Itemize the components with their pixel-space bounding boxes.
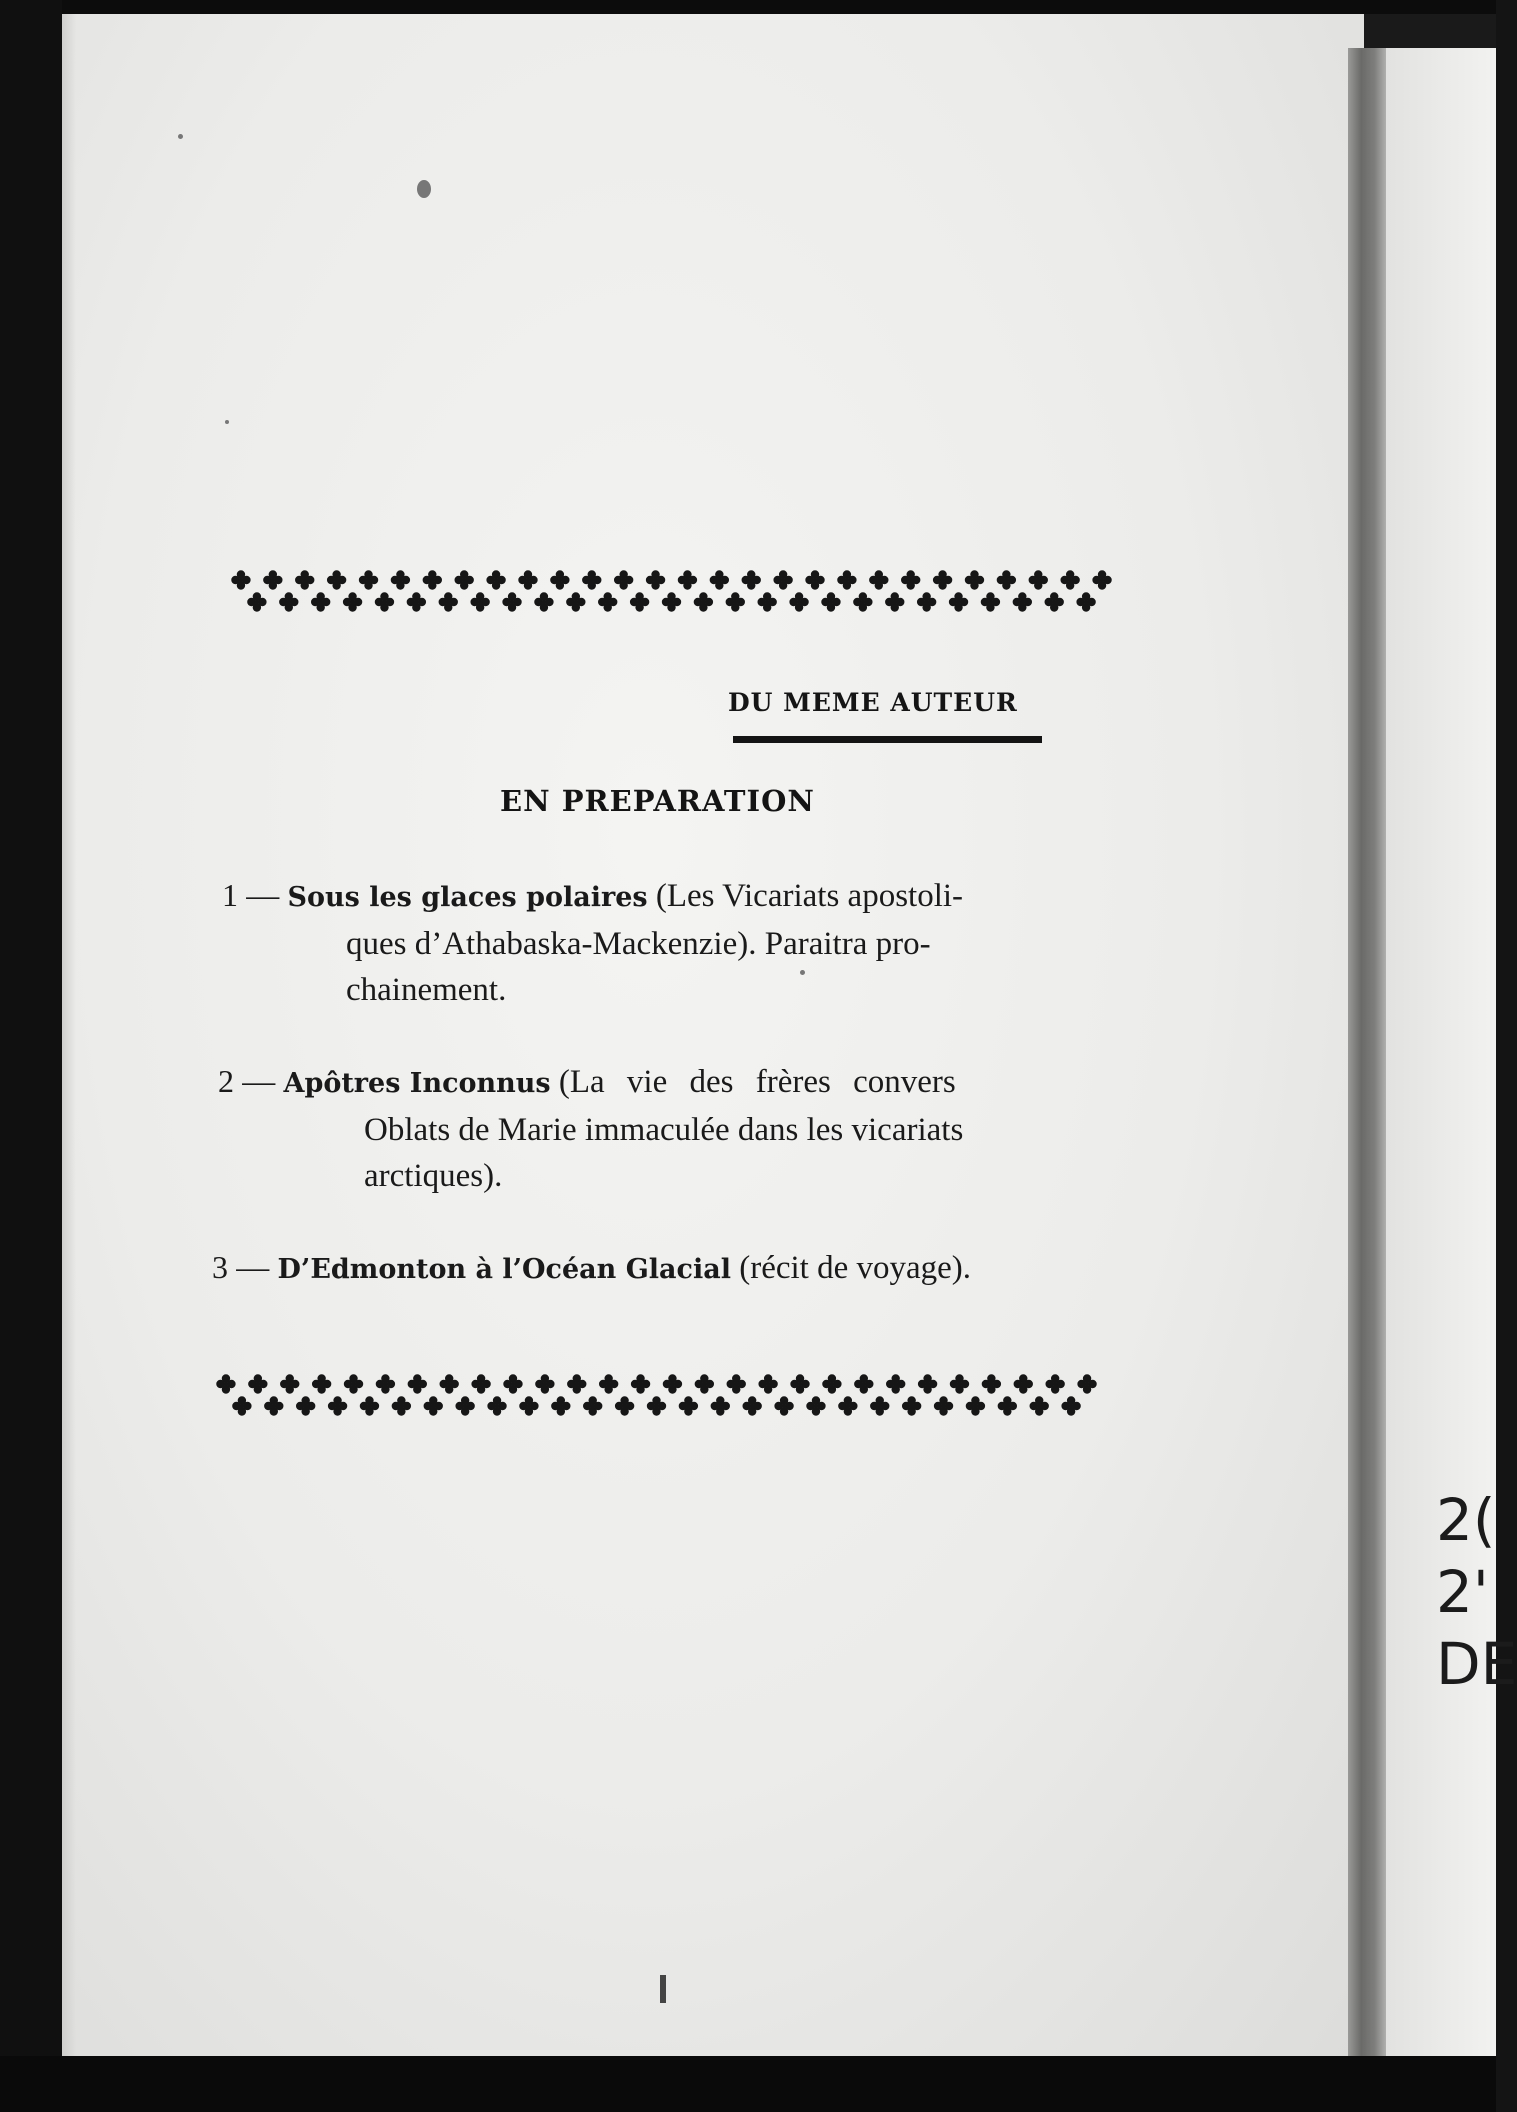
bottom-ornamental-border: [210, 1366, 1103, 1426]
ornament-glyph: [694, 592, 713, 611]
ornament-glyph: [376, 1374, 395, 1393]
ornament-glyph: [758, 1374, 777, 1393]
ornament-glyph: [534, 592, 553, 611]
ornament-glyph: [615, 1396, 634, 1415]
ornament-glyph: [981, 592, 1000, 611]
paper-speck: [225, 420, 229, 424]
entry-continuation: chainement.: [346, 972, 507, 1008]
ornament-glyph: [535, 1374, 554, 1393]
ornament-glyph: [566, 592, 585, 611]
bibliography-entry-1: [222, 872, 963, 1013]
ornament-glyph: [486, 570, 505, 589]
entry-continuation: Oblats de Marie immaculée dans les vicariats: [364, 1112, 964, 1148]
entry-number: 2: [218, 1063, 234, 1099]
ornament-glyph: [455, 1396, 474, 1415]
ornament-glyph: [519, 1396, 538, 1415]
ornament-glyph: [822, 1374, 841, 1393]
ornament-glyph: [806, 1396, 825, 1415]
ornament-glyph: [439, 1374, 458, 1393]
heading-underline: [733, 736, 1042, 743]
ornament-glyph: [550, 570, 569, 589]
ornament-glyph: [838, 1396, 857, 1415]
entry-continuation: ques d’Athabaska-Mackenzie). Paraitra pro-: [346, 926, 931, 962]
ornament-glyph: [1045, 1374, 1064, 1393]
ornament-glyph: [599, 1374, 618, 1393]
ornament-glyph: [502, 592, 521, 611]
ornament-glyph: [901, 570, 920, 589]
entry-title: D’Edmonton à l’Océan Glacial: [277, 1254, 731, 1285]
ornament-glyph: [934, 1396, 953, 1415]
ornament-glyph: [821, 592, 840, 611]
ornament-glyph: [1030, 1396, 1049, 1415]
ornament-glyph: [312, 1374, 331, 1393]
ornament-glyph: [663, 1374, 682, 1393]
scan-left-edge: [0, 0, 62, 2112]
facing-page: [1386, 48, 1496, 2056]
ornament-glyph: [902, 1396, 921, 1415]
ornament-glyph: [1045, 592, 1064, 611]
ornament-glyph: [997, 570, 1016, 589]
ornament-glyph: [408, 1374, 427, 1393]
ornament-glyph: [982, 1374, 1001, 1393]
entry-first-line: [222, 872, 963, 921]
ornament-glyph: [885, 592, 904, 611]
ornament-glyph: [551, 1396, 570, 1415]
ornament-glyph: [886, 1374, 905, 1393]
ornament-glyph: [327, 570, 346, 589]
ornament-glyph: [598, 592, 617, 611]
ornament-glyph: [966, 1396, 985, 1415]
ornament-glyph: [870, 1396, 889, 1415]
ornament-glyph: [1061, 1396, 1080, 1415]
ornament-glyph: [407, 592, 426, 611]
ornament-glyph: [375, 592, 394, 611]
ornament-glyph: [646, 570, 665, 589]
entry-first-line: [218, 1058, 963, 1107]
ornament-glyph: [311, 592, 330, 611]
ornament-glyph: [1092, 570, 1111, 589]
entry-dash: —: [242, 1064, 276, 1100]
ornament-glyph: [630, 592, 649, 611]
ornament-glyph: [965, 570, 984, 589]
ornament-glyph: [789, 592, 808, 611]
bibliography-entry-3: [212, 1244, 971, 1293]
ornament-glyph: [711, 1396, 730, 1415]
ornament-glyph: [1014, 1374, 1033, 1393]
scan-bottom-edge: [0, 2056, 1496, 2112]
entry-title: Sous les glaces polaires: [287, 882, 648, 913]
ornament-glyph: [280, 1374, 299, 1393]
paper-speck: [178, 134, 183, 139]
ornament-glyph: [296, 1396, 315, 1415]
ornament-glyph: [726, 592, 745, 611]
ornament-glyph: [567, 1374, 586, 1393]
entry-dash: —: [236, 1250, 270, 1286]
ornament-glyph: [295, 570, 314, 589]
ornament-glyph: [773, 570, 792, 589]
ornament-glyph: [757, 592, 776, 611]
ornament-glyph: [264, 1396, 283, 1415]
top-ornamental-border: [225, 562, 1118, 622]
ornament-glyph: [614, 570, 633, 589]
ornament-glyph: [454, 570, 473, 589]
ornament-glyph: [216, 1374, 235, 1393]
ornament-glyph: [518, 570, 537, 589]
ornament-glyph: [837, 570, 856, 589]
book-gutter: [1348, 48, 1386, 2056]
ornament-glyph: [1077, 1374, 1096, 1393]
entry-continuation: arctiques).: [364, 1158, 503, 1194]
ornament-glyph: [742, 1396, 761, 1415]
ornament-glyph: [1076, 592, 1095, 611]
entry-first-line: [212, 1244, 971, 1293]
ornament-glyph: [631, 1374, 650, 1393]
ornament-glyph: [679, 1396, 698, 1415]
ornament-glyph: [471, 1374, 490, 1393]
entry-text: (La vie des frères convers: [558, 1064, 956, 1100]
ornament-glyph: [279, 592, 298, 611]
ornament-glyph: [727, 1374, 746, 1393]
ornament-glyph: [424, 1396, 443, 1415]
entry-text: (Les Vicariats apostoli-: [655, 878, 964, 914]
du-meme-auteur-heading: DU MEME AUTEUR: [728, 688, 1018, 717]
ornament-glyph: [918, 1374, 937, 1393]
handwritten-margin-note: 2( 2' DE: [1436, 1486, 1517, 1698]
ornament-glyph: [232, 1396, 251, 1415]
ornament-glyph: [790, 1374, 809, 1393]
ornament-glyph: [662, 592, 681, 611]
bibliography-entry-2: [218, 1058, 963, 1199]
ornament-glyph: [359, 570, 378, 589]
ornament-glyph: [247, 592, 266, 611]
ornament-glyph: [710, 570, 729, 589]
ornament-glyph: [917, 592, 936, 611]
ornament-glyph: [647, 1396, 666, 1415]
ornament-glyph: [423, 570, 442, 589]
ornament-glyph: [487, 1396, 506, 1415]
ornament-glyph: [231, 570, 250, 589]
ornament-glyph: [392, 1396, 411, 1415]
ornament-glyph: [328, 1396, 347, 1415]
entry-dash: —: [246, 878, 280, 914]
ornament-glyph: [869, 570, 888, 589]
entry-title: Apôtres Inconnus: [283, 1068, 551, 1099]
scan-top-edge: [0, 0, 1496, 14]
ornament-glyph: [774, 1396, 793, 1415]
ornament-glyph: [854, 1374, 873, 1393]
ornament-glyph: [344, 1374, 363, 1393]
ornament-glyph: [1013, 592, 1032, 611]
ornament-glyph: [853, 592, 872, 611]
folio-mark: [660, 1975, 666, 2003]
ornament-glyph: [949, 592, 968, 611]
ornament-glyph: [360, 1396, 379, 1415]
book-page: [62, 14, 1364, 2056]
ornament-glyph: [503, 1374, 522, 1393]
ornament-glyph: [805, 570, 824, 589]
ornament-glyph: [391, 570, 410, 589]
page-edge-shadow: [62, 14, 76, 2056]
ornament-glyph: [470, 592, 489, 611]
entry-number: 1: [222, 877, 238, 913]
entry-number: 3: [212, 1249, 228, 1285]
en-preparation-heading: EN PREPARATION: [500, 784, 815, 818]
ornament-glyph: [248, 1374, 267, 1393]
ornament-glyph: [678, 570, 697, 589]
entry-text: (récit de voyage).: [739, 1250, 972, 1286]
ornament-glyph: [343, 592, 362, 611]
ornament-glyph: [583, 1396, 602, 1415]
ornament-glyph: [1029, 570, 1048, 589]
paper-speck: [417, 180, 431, 198]
ornament-glyph: [1060, 570, 1079, 589]
ornament-glyph: [933, 570, 952, 589]
ornament-glyph: [582, 570, 601, 589]
ornament-glyph: [998, 1396, 1017, 1415]
ornament-glyph: [695, 1374, 714, 1393]
ornament-glyph: [439, 592, 458, 611]
ornament-glyph: [950, 1374, 969, 1393]
ornament-glyph: [742, 570, 761, 589]
ornament-glyph: [263, 570, 282, 589]
